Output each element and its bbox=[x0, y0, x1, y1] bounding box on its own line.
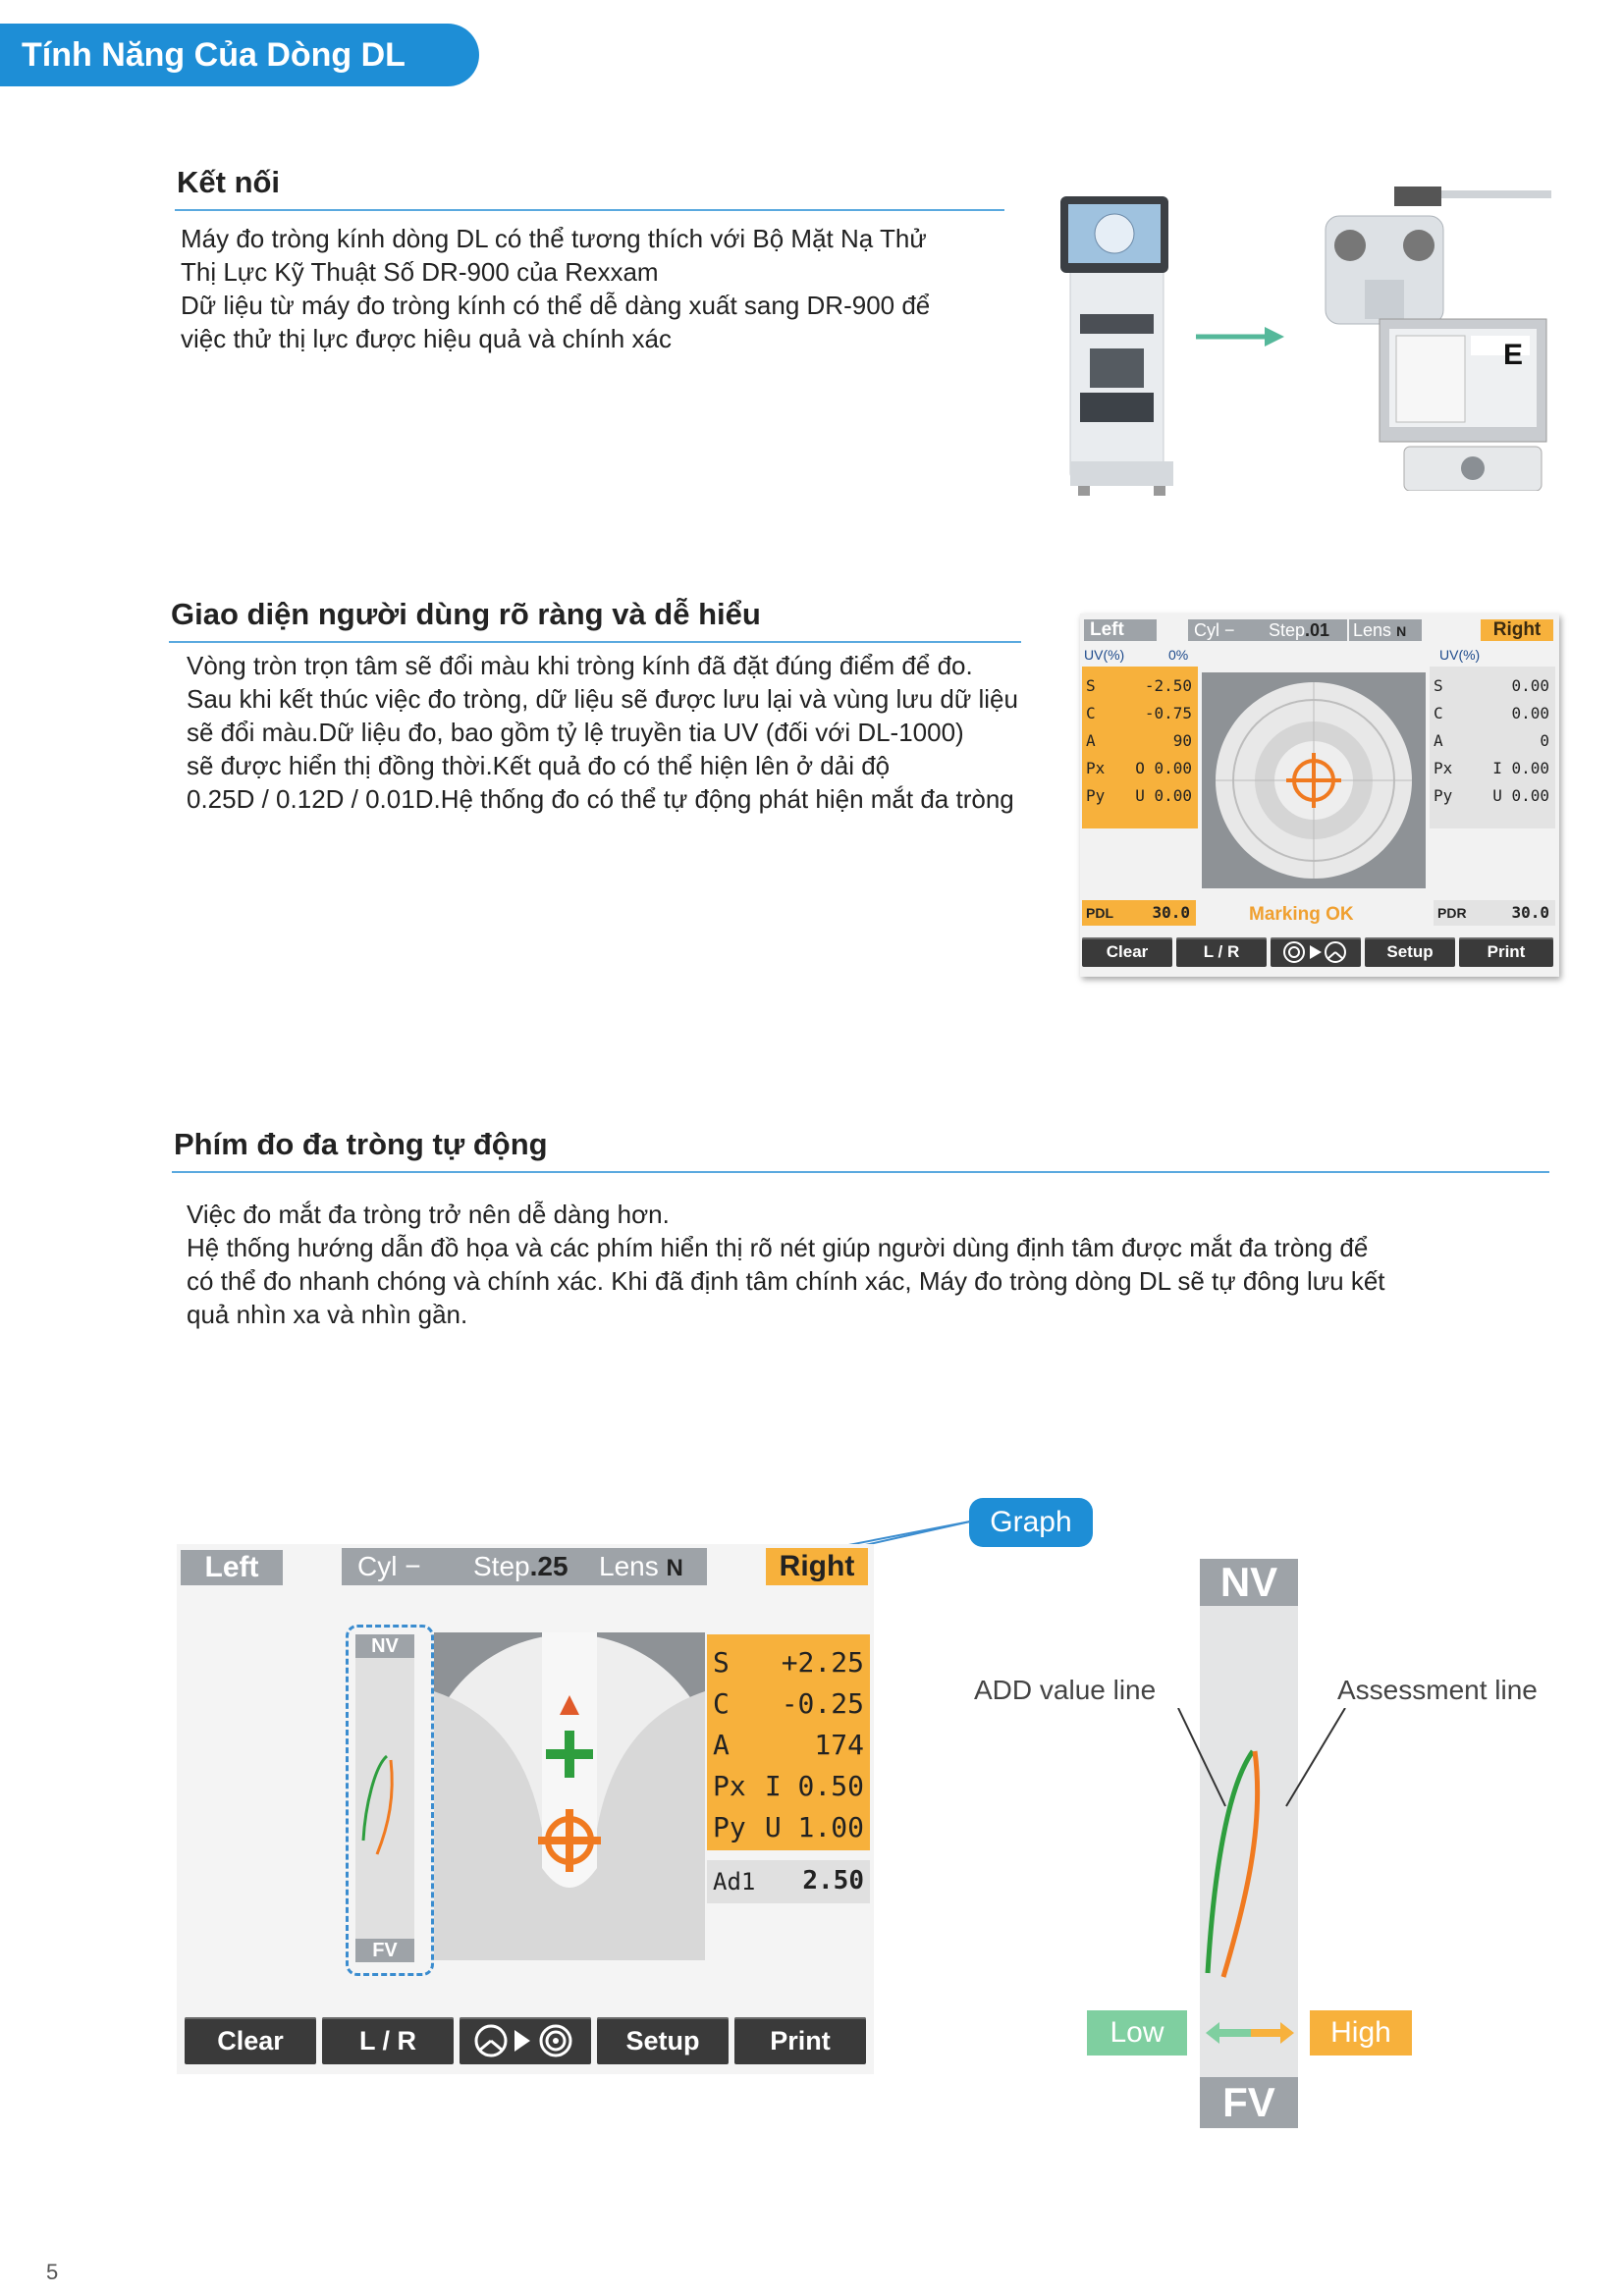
lens-value: N bbox=[1396, 623, 1407, 639]
lens-label: Lens bbox=[599, 1551, 659, 1581]
right-row-value: 0.00 bbox=[1511, 704, 1549, 722]
lensmeter-screen-1 bbox=[1080, 614, 1559, 977]
add-box bbox=[707, 1860, 870, 1903]
print-button[interactable]: Print bbox=[734, 2017, 866, 2064]
section3-line: có thể đo nhanh chóng và chính xác. Khi đã định tâm chính xác, Máy đo tròng dòng DL sẽ tự đông lưu kết bbox=[187, 1266, 1385, 1296]
row-key: A bbox=[713, 1729, 730, 1761]
cyl-label: Cyl bbox=[1194, 620, 1219, 640]
phoropter-chart-letter: E bbox=[1503, 339, 1524, 371]
progressive-guide bbox=[434, 1632, 705, 1960]
section-header-tab: Tính Năng Của Dòng DL bbox=[0, 24, 479, 86]
pdl-value: 30.0 bbox=[1152, 903, 1190, 922]
section2-line: Sau khi kết thúc việc đo tròng, dữ liệu sẽ được lưu lại và vùng lưu dữ liệu bbox=[187, 684, 1018, 714]
right-row-key: S bbox=[1434, 676, 1443, 695]
row-key: Py bbox=[713, 1811, 746, 1843]
multifocal-mode-icon bbox=[460, 2017, 591, 2064]
section1-text bbox=[181, 222, 930, 355]
step-label: Step bbox=[473, 1551, 530, 1581]
right-row-key: Py bbox=[1434, 786, 1453, 805]
cyl-sign: − bbox=[405, 1551, 421, 1581]
add-label: Ad1 bbox=[713, 1868, 756, 1896]
section1-line: Máy đo tròng kính dòng DL có thể tương thích với Bộ Mặt Nạ Thử bbox=[181, 224, 927, 253]
left-data-panel bbox=[1082, 667, 1198, 828]
right-row-key: Px bbox=[1434, 759, 1453, 777]
uv-right-label: UV(%) bbox=[1439, 647, 1481, 663]
right-row-value: U 0.00 bbox=[1492, 786, 1549, 805]
centering-target bbox=[1202, 672, 1426, 888]
step-value: .01 bbox=[1305, 620, 1330, 640]
page-number: 5 bbox=[46, 2260, 59, 2284]
section1-line: việc thử thị lực được hiệu quả và chính xác bbox=[181, 324, 672, 353]
section1-line: Thị Lực Kỹ Thuật Số DR-900 của Rexxam bbox=[181, 257, 659, 287]
left-row-key: Py bbox=[1086, 786, 1106, 805]
row-value: U 1.00 bbox=[764, 1811, 864, 1843]
left-label: Left bbox=[1084, 619, 1157, 641]
section3-line: Hệ thống hướng dẫn đồ họa và các phím hiển thị rõ nét giúp người dùng định tâm được mắt đa tròng để bbox=[187, 1233, 1369, 1262]
cyl-tag bbox=[342, 1548, 477, 1585]
marking-status: Marking OK bbox=[1249, 904, 1354, 925]
graph-curves bbox=[355, 1658, 414, 1939]
lens-label: Lens bbox=[1353, 620, 1392, 640]
left-label: Left bbox=[181, 1550, 283, 1585]
section3-rule bbox=[172, 1171, 1549, 1173]
step-label: Step bbox=[1269, 620, 1306, 640]
step-value: .25 bbox=[529, 1551, 568, 1581]
assessment-line-label: Assessment line bbox=[1337, 1675, 1538, 1705]
section1-line: Dữ liệu từ máy đo tròng kính có thể dễ dàng xuất sang DR-900 để bbox=[181, 291, 931, 320]
lr-button[interactable]: L / R bbox=[1176, 937, 1267, 967]
left-row-value: O 0.00 bbox=[1135, 759, 1192, 777]
fv-label: FV bbox=[355, 1939, 414, 1962]
left-row-value: -2.50 bbox=[1144, 676, 1192, 695]
section2-line: sẽ đổi màu.Dữ liệu đo, bao gồm tỷ lệ truyền tia UV (đối với DL-1000) bbox=[187, 718, 964, 747]
multifocal-mode-icon bbox=[1271, 937, 1361, 967]
right-row-value: I 0.00 bbox=[1492, 759, 1549, 777]
right-data-panel bbox=[1430, 667, 1555, 828]
pdr-label: PDR bbox=[1437, 905, 1467, 921]
left-row-value: 90 bbox=[1172, 731, 1192, 750]
clear-button[interactable]: Clear bbox=[1082, 937, 1172, 967]
section3-text bbox=[187, 1198, 1385, 1331]
low-high-arrow-icon bbox=[1206, 2020, 1294, 2046]
right-data-panel bbox=[707, 1634, 870, 1850]
graph-callout: Graph bbox=[969, 1498, 1093, 1547]
lens-value: N bbox=[666, 1555, 683, 1581]
diagram-pointer-lines bbox=[1149, 1708, 1365, 1826]
add-value-line-label: ADD value line bbox=[974, 1675, 1157, 1705]
section2-line: sẽ được hiển thị đồng thời.Kết quả đo có thể hiện lên ở dải độ bbox=[187, 751, 891, 780]
section2-title: Giao diện người dùng rõ ràng và dễ hiểu bbox=[171, 597, 761, 631]
section2-rule bbox=[169, 641, 1021, 643]
pdr-box bbox=[1434, 900, 1555, 926]
left-row-value: U 0.00 bbox=[1135, 786, 1192, 805]
nv-label: NV bbox=[355, 1634, 414, 1658]
step-tag bbox=[467, 1548, 595, 1585]
cyl-sign: − bbox=[1224, 620, 1235, 640]
print-button[interactable]: Print bbox=[1459, 937, 1553, 967]
step-tag bbox=[1265, 619, 1347, 641]
mode-toggle-button[interactable] bbox=[460, 2017, 591, 2064]
low-label: Low bbox=[1087, 2010, 1187, 2056]
setup-button[interactable]: Setup bbox=[597, 2017, 729, 2064]
lensmeter-device-image bbox=[1051, 196, 1188, 501]
section1-rule bbox=[175, 209, 1004, 211]
left-row-key: Px bbox=[1086, 759, 1106, 777]
section1-title: Kết nối bbox=[177, 165, 281, 199]
right-label: Right bbox=[766, 1548, 868, 1585]
lensmeter-screen-2 bbox=[177, 1544, 874, 2074]
left-row-key: C bbox=[1086, 704, 1096, 722]
lens-tag bbox=[1349, 619, 1422, 641]
cyl-label: Cyl bbox=[357, 1551, 398, 1581]
diagram-nv-label: NV bbox=[1200, 1559, 1298, 1606]
row-key: C bbox=[713, 1687, 730, 1720]
uv-left-value: 0% bbox=[1168, 647, 1189, 663]
section2-text bbox=[187, 649, 1018, 816]
right-row-key: C bbox=[1434, 704, 1443, 722]
diagram-fv-label: FV bbox=[1200, 2077, 1298, 2128]
left-row-value: -0.75 bbox=[1144, 704, 1192, 722]
section2-line: Vòng tròn trọn tâm sẽ đổi màu khi tròng kính đã đặt đúng điểm để đo. bbox=[187, 651, 973, 680]
section3-title: Phím đo đa tròng tự động bbox=[174, 1127, 548, 1161]
pdl-box bbox=[1082, 900, 1196, 926]
left-row-key: A bbox=[1086, 731, 1096, 750]
pdr-value: 30.0 bbox=[1511, 903, 1549, 922]
row-value: 174 bbox=[814, 1729, 864, 1761]
add-value: 2.50 bbox=[802, 1866, 864, 1896]
clear-button[interactable]: Clear bbox=[185, 2017, 316, 2064]
lr-button[interactable]: L / R bbox=[322, 2017, 454, 2064]
right-label: Right bbox=[1481, 619, 1553, 641]
row-key: Px bbox=[713, 1770, 746, 1802]
row-value: -0.25 bbox=[781, 1687, 864, 1720]
right-row-value: 0 bbox=[1540, 731, 1549, 750]
section2-line: 0.25D / 0.12D / 0.01D.Hệ thống đo có thể tự động phát hiện mắt đa tròng bbox=[187, 784, 1014, 814]
setup-button[interactable]: Setup bbox=[1365, 937, 1455, 967]
mode-toggle-button[interactable] bbox=[1271, 937, 1361, 967]
section3-line: quả nhìn xa và nhìn gần. bbox=[187, 1300, 468, 1329]
lens-tag bbox=[593, 1548, 707, 1585]
right-row-value: 0.00 bbox=[1511, 676, 1549, 695]
uv-left-label: UV(%) bbox=[1084, 647, 1125, 663]
cyl-tag bbox=[1188, 619, 1265, 641]
left-row-key: S bbox=[1086, 676, 1096, 695]
row-value: +2.25 bbox=[781, 1646, 864, 1679]
right-row-key: A bbox=[1434, 731, 1443, 750]
row-value: I 0.50 bbox=[764, 1770, 864, 1802]
high-label: High bbox=[1310, 2010, 1412, 2056]
multifocal-graph bbox=[355, 1634, 414, 1962]
row-key: S bbox=[713, 1646, 730, 1679]
transfer-arrow-icon bbox=[1196, 324, 1286, 349]
pdl-label: PDL bbox=[1086, 905, 1113, 921]
section3-line: Việc đo mắt đa tròng trở nên dễ dàng hơn. bbox=[187, 1200, 670, 1229]
